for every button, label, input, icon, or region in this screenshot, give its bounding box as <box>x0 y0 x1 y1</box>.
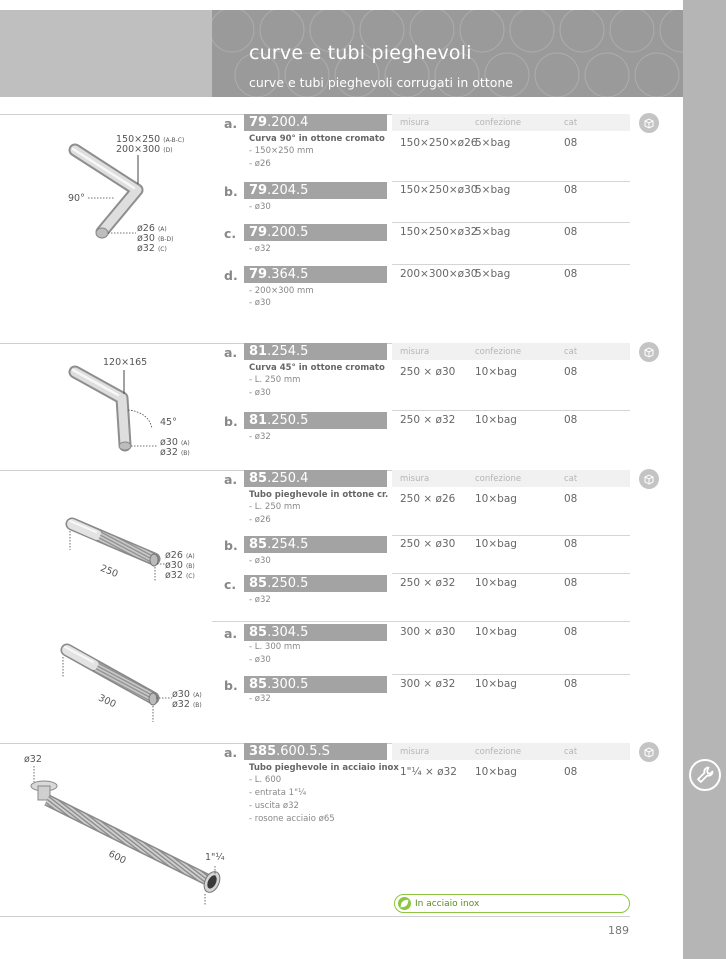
item-confezione: 5×bag <box>475 268 511 280</box>
item-misura: 1"¼ × ø32 <box>400 766 457 778</box>
column-cat: cat <box>564 474 578 484</box>
code-prefix: 85 <box>249 625 268 640</box>
inlet-label: 1"¼ <box>205 852 225 863</box>
item-letter: a. <box>224 472 238 487</box>
item-letter: a. <box>224 116 238 131</box>
column-confezione: confezione <box>475 747 522 757</box>
item-detail: - rosone acciaio ø65 <box>249 814 335 824</box>
leaf-icon <box>398 897 411 910</box>
code-prefix: 81 <box>249 413 268 428</box>
item-cat: 08 <box>564 366 578 378</box>
column-cat: cat <box>564 118 578 128</box>
item-detail: - ø30 <box>249 388 271 398</box>
material-badge <box>394 894 630 913</box>
diameter-label: ø30 (A) <box>172 689 202 700</box>
item-detail: - L. 300 mm <box>249 642 301 652</box>
item-confezione: 10×bag <box>475 577 517 589</box>
code-suffix: .300.5 <box>267 677 309 692</box>
item-misura: 300 × ø32 <box>400 678 456 690</box>
item-cat: 08 <box>564 137 578 149</box>
code-suffix: .200.4 <box>267 115 309 130</box>
item-detail: - ø30 <box>249 298 271 308</box>
code-suffix: .304.5 <box>267 625 309 640</box>
diameter-label: ø30 (A) <box>160 437 190 448</box>
item-letter: b. <box>224 678 238 693</box>
column-confezione: confezione <box>475 474 522 484</box>
item-misura: 250 × ø32 <box>400 577 456 589</box>
item-title: Tubo pieghevole in acciaio inox <box>249 763 399 773</box>
item-detail: - L. 600 <box>249 775 282 785</box>
item-confezione: 10×bag <box>475 414 517 426</box>
item-cat: 08 <box>564 626 578 638</box>
code-prefix: 85 <box>249 576 268 591</box>
item-title: Tubo pieghevole in ottone cr. <box>249 490 389 500</box>
angle-label: 45° <box>160 417 177 428</box>
item-letter: a. <box>224 745 238 760</box>
item-cat: 08 <box>564 268 578 280</box>
diameter-label: ø32 (C) <box>137 243 167 254</box>
code-suffix: .250.4 <box>267 471 309 486</box>
item-misura: 250 × ø30 <box>400 538 456 550</box>
diameter-label: ø26 (A) <box>165 550 195 561</box>
item-confezione: 5×bag <box>475 137 511 149</box>
item-confezione: 5×bag <box>475 184 511 196</box>
code-prefix: 85 <box>249 677 268 692</box>
item-detail: - 150×250 mm <box>249 146 314 156</box>
item-detail: - L. 250 mm <box>249 375 301 385</box>
item-misura: 200×300×ø30 <box>400 268 478 280</box>
code-suffix: .250.5 <box>267 576 309 591</box>
item-confezione: 10×bag <box>475 538 517 550</box>
code-prefix: 79 <box>249 115 268 130</box>
item-detail: - 200×300 mm <box>249 286 314 296</box>
diameter-label: ø32 (B) <box>172 699 202 710</box>
length-label: 300 <box>96 692 118 711</box>
item-detail: - L. 250 mm <box>249 502 301 512</box>
item-detail: - uscita ø32 <box>249 801 299 811</box>
code-suffix: .250.5 <box>267 413 309 428</box>
diameter-label: ø30 (B) <box>165 560 195 571</box>
diameter-label: ø32 <box>24 754 42 765</box>
item-misura: 250 × ø32 <box>400 414 456 426</box>
code-prefix: 81 <box>249 344 268 359</box>
item-detail: - ø32 <box>249 432 271 442</box>
length-label: 250 <box>98 563 120 580</box>
diameter-label: ø32 (B) <box>160 447 190 458</box>
item-confezione: 5×bag <box>475 226 511 238</box>
item-title: Curva 45° in ottone cromato <box>249 363 385 373</box>
item-cat: 08 <box>564 184 578 196</box>
item-misura: 250 × ø26 <box>400 493 456 505</box>
badge-label: In acciaio inox <box>415 898 480 909</box>
item-cat: 08 <box>564 678 578 690</box>
size-label: 200×300 (D) <box>116 144 173 155</box>
item-cat: 08 <box>564 577 578 589</box>
code-suffix: .364.5 <box>267 267 309 282</box>
item-misura: 150×250×ø32 <box>400 226 478 238</box>
item-letter: b. <box>224 184 238 199</box>
item-cat: 08 <box>564 766 578 778</box>
code-prefix: 79 <box>249 183 268 198</box>
item-confezione: 10×bag <box>475 678 517 690</box>
page-number: 189 <box>608 924 629 937</box>
item-cat: 08 <box>564 226 578 238</box>
size-label: 120×165 <box>103 357 148 368</box>
item-detail: - ø30 <box>249 556 271 566</box>
item-letter: a. <box>224 345 238 360</box>
column-misura: misura <box>400 474 430 484</box>
item-letter: b. <box>224 414 238 429</box>
column-misura: misura <box>400 747 430 757</box>
item-detail: - entrata 1"¼ <box>249 788 307 798</box>
item-cat: 08 <box>564 493 578 505</box>
item-misura: 150×250×ø30 <box>400 184 478 196</box>
item-detail: - ø32 <box>249 694 271 704</box>
item-cat: 08 <box>564 414 578 426</box>
code-prefix: 385 <box>249 744 277 759</box>
item-confezione: 10×bag <box>475 626 517 638</box>
column-confezione: confezione <box>475 347 522 357</box>
column-cat: cat <box>564 347 578 357</box>
item-confezione: 10×bag <box>475 493 517 505</box>
item-letter: d. <box>224 268 238 283</box>
item-detail: - ø30 <box>249 655 271 665</box>
page-title: curve e tubi pieghevoli <box>249 42 472 64</box>
item-misura: 250 × ø30 <box>400 366 456 378</box>
item-detail: - ø26 <box>249 515 271 525</box>
code-suffix: .254.5 <box>267 344 309 359</box>
item-cat: 08 <box>564 538 578 550</box>
diameter-label: ø32 (C) <box>165 570 195 581</box>
column-cat: cat <box>564 747 578 757</box>
item-confezione: 10×bag <box>475 366 517 378</box>
item-confezione: 10×bag <box>475 766 517 778</box>
code-suffix: .200.5 <box>267 225 309 240</box>
item-letter: c. <box>224 577 237 592</box>
column-misura: misura <box>400 347 430 357</box>
page-subtitle: curve e tubi pieghevoli corrugati in ottone <box>249 75 513 90</box>
code-prefix: 79 <box>249 267 268 282</box>
item-detail: - ø26 <box>249 159 271 169</box>
code-suffix: .204.5 <box>267 183 309 198</box>
code-suffix: .254.5 <box>267 537 309 552</box>
length-label: 600 <box>106 848 128 867</box>
code-prefix: 79 <box>249 225 268 240</box>
item-misura: 300 × ø30 <box>400 626 456 638</box>
item-letter: a. <box>224 626 238 641</box>
item-misura: 150×250×ø26 <box>400 137 478 149</box>
size-label: 150×250 (A-B-C) <box>116 134 185 145</box>
item-title: Curva 90° in ottone cromato <box>249 134 385 144</box>
angle-label: 90° <box>68 193 85 204</box>
column-confezione: confezione <box>475 118 522 128</box>
item-letter: b. <box>224 538 238 553</box>
item-letter: c. <box>224 226 237 241</box>
code-prefix: 85 <box>249 471 268 486</box>
item-detail: - ø32 <box>249 595 271 605</box>
diameter-label: ø26 (A) <box>137 223 167 234</box>
code-prefix: 85 <box>249 537 268 552</box>
column-misura: misura <box>400 118 430 128</box>
diameter-label: ø30 (B-D) <box>137 233 174 244</box>
item-detail: - ø32 <box>249 244 271 254</box>
item-detail: - ø30 <box>249 202 271 212</box>
code-suffix: .600.5.S <box>276 744 330 759</box>
